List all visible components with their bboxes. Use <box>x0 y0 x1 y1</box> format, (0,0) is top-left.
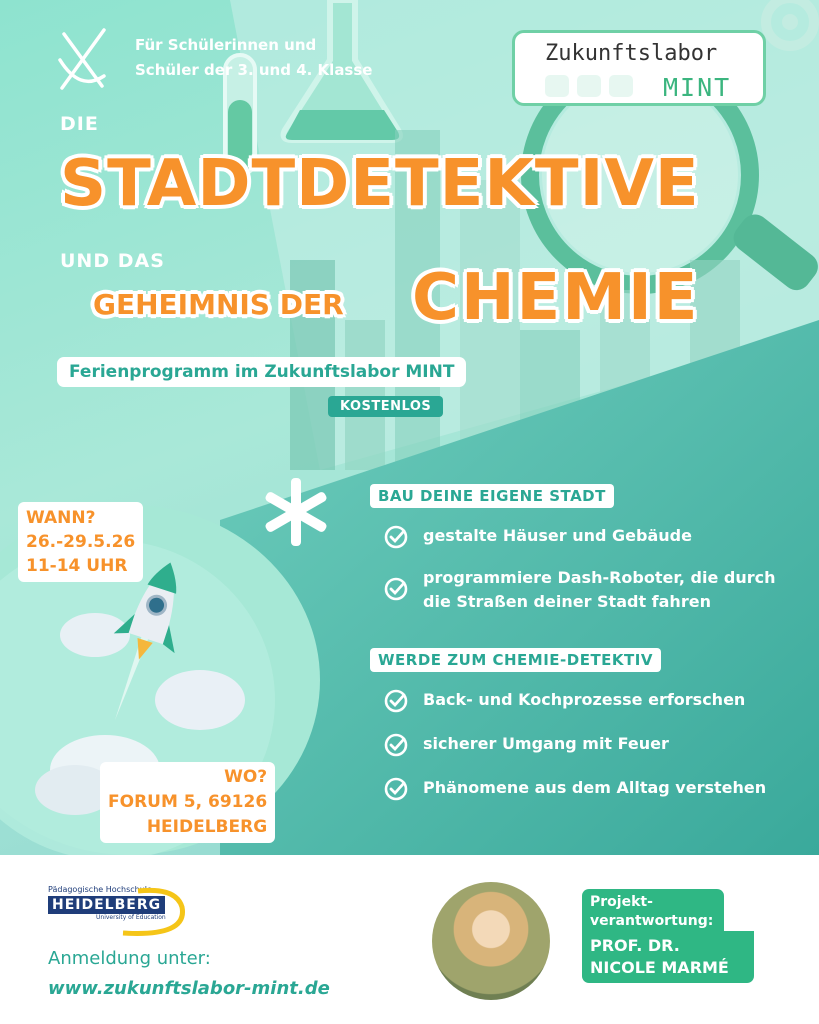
ph-logo-top: Pädagogische Hochschule <box>48 885 152 894</box>
check-circle-icon <box>383 524 409 550</box>
when-time: 11-14 UHR <box>26 556 128 576</box>
where-address: FORUM 5, 69126 <box>108 792 268 812</box>
check-circle-icon <box>383 732 409 758</box>
section-heading-1: BAU DEINE EIGENE STADT <box>370 484 614 508</box>
where-label: WO? <box>224 767 268 787</box>
list-item <box>383 776 803 802</box>
footer <box>0 855 819 1024</box>
list-item-text: Phänomene aus dem Alltag verstehen <box>423 778 767 797</box>
when-label: WANN? <box>26 508 96 528</box>
subtitle: Ferienprogramm im Zukunftslabor MINT <box>57 357 466 387</box>
list-item-text: Back- und Kochprozesse erforschen <box>423 690 746 709</box>
title-und-das: UND DAS <box>60 250 165 272</box>
ph-logo-sub: University of Education <box>96 914 166 921</box>
check-circle-icon <box>383 576 409 602</box>
laptop-icon <box>577 75 601 97</box>
ph-heidelberg-logo <box>48 885 188 945</box>
project-label <box>582 889 724 935</box>
list-item-text: gestalte Häuser und Gebäude <box>423 526 692 545</box>
list-item <box>383 524 803 550</box>
project-person <box>582 931 754 983</box>
audience-line-1: Für Schülerinnen und <box>135 36 317 54</box>
free-badge: KOSTENLOS <box>328 396 443 417</box>
check-circle-icon <box>383 776 409 802</box>
title-die: DIE <box>60 113 99 135</box>
where-city: HEIDELBERG <box>146 817 268 837</box>
register-label: Anmeldung unter: <box>48 948 211 969</box>
zukunftslabor-logo <box>512 30 766 106</box>
audience-line-2: Schüler der 3. und 4. Klasse <box>135 61 373 79</box>
ph-logo-name: HEIDELBERG <box>48 896 165 914</box>
project-label-line-1: Projekt- <box>590 894 653 910</box>
list-item <box>383 566 803 614</box>
title-chemie: CHEMIE <box>412 261 700 335</box>
section-build-city <box>370 484 614 508</box>
list-item <box>383 688 803 714</box>
when-box <box>18 502 143 582</box>
register-url[interactable]: www.zukunftslabor-mint.de <box>48 978 330 999</box>
when-date: 26.-29.5.26 <box>26 532 136 552</box>
section-2-list <box>383 688 803 802</box>
cross-logo-icon <box>60 30 104 88</box>
section-heading-2: WERDE ZUM CHEMIE-DETEKTIV <box>370 648 661 672</box>
section-chemistry <box>370 648 661 672</box>
where-box <box>100 762 275 843</box>
flask-icon <box>609 75 633 97</box>
list-item-text: programmiere Dash-Roboter, die durch die Straßen deiner Stadt fahren <box>423 568 776 611</box>
avatar <box>432 882 550 1000</box>
ph-logo-arc <box>118 885 188 941</box>
check-circle-icon <box>383 688 409 714</box>
logo-text-top: Zukunftslabor <box>545 41 718 66</box>
list-item-text: sicherer Umgang mit Feuer <box>423 734 669 753</box>
project-label-line-2: verantwortung: <box>590 913 714 929</box>
logo-text-bottom: MINT <box>663 73 732 102</box>
section-1-list <box>383 524 803 614</box>
title-main: STADTDETEKTIVE <box>60 147 700 221</box>
title-geheimnis: GEHEIMNIS DER <box>93 288 344 321</box>
molecule-icon <box>545 75 569 97</box>
person-name: NICOLE MARMÉ <box>590 958 729 977</box>
list-item <box>383 732 803 758</box>
person-title: PROF. DR. <box>590 936 680 955</box>
target-audience <box>135 33 372 83</box>
